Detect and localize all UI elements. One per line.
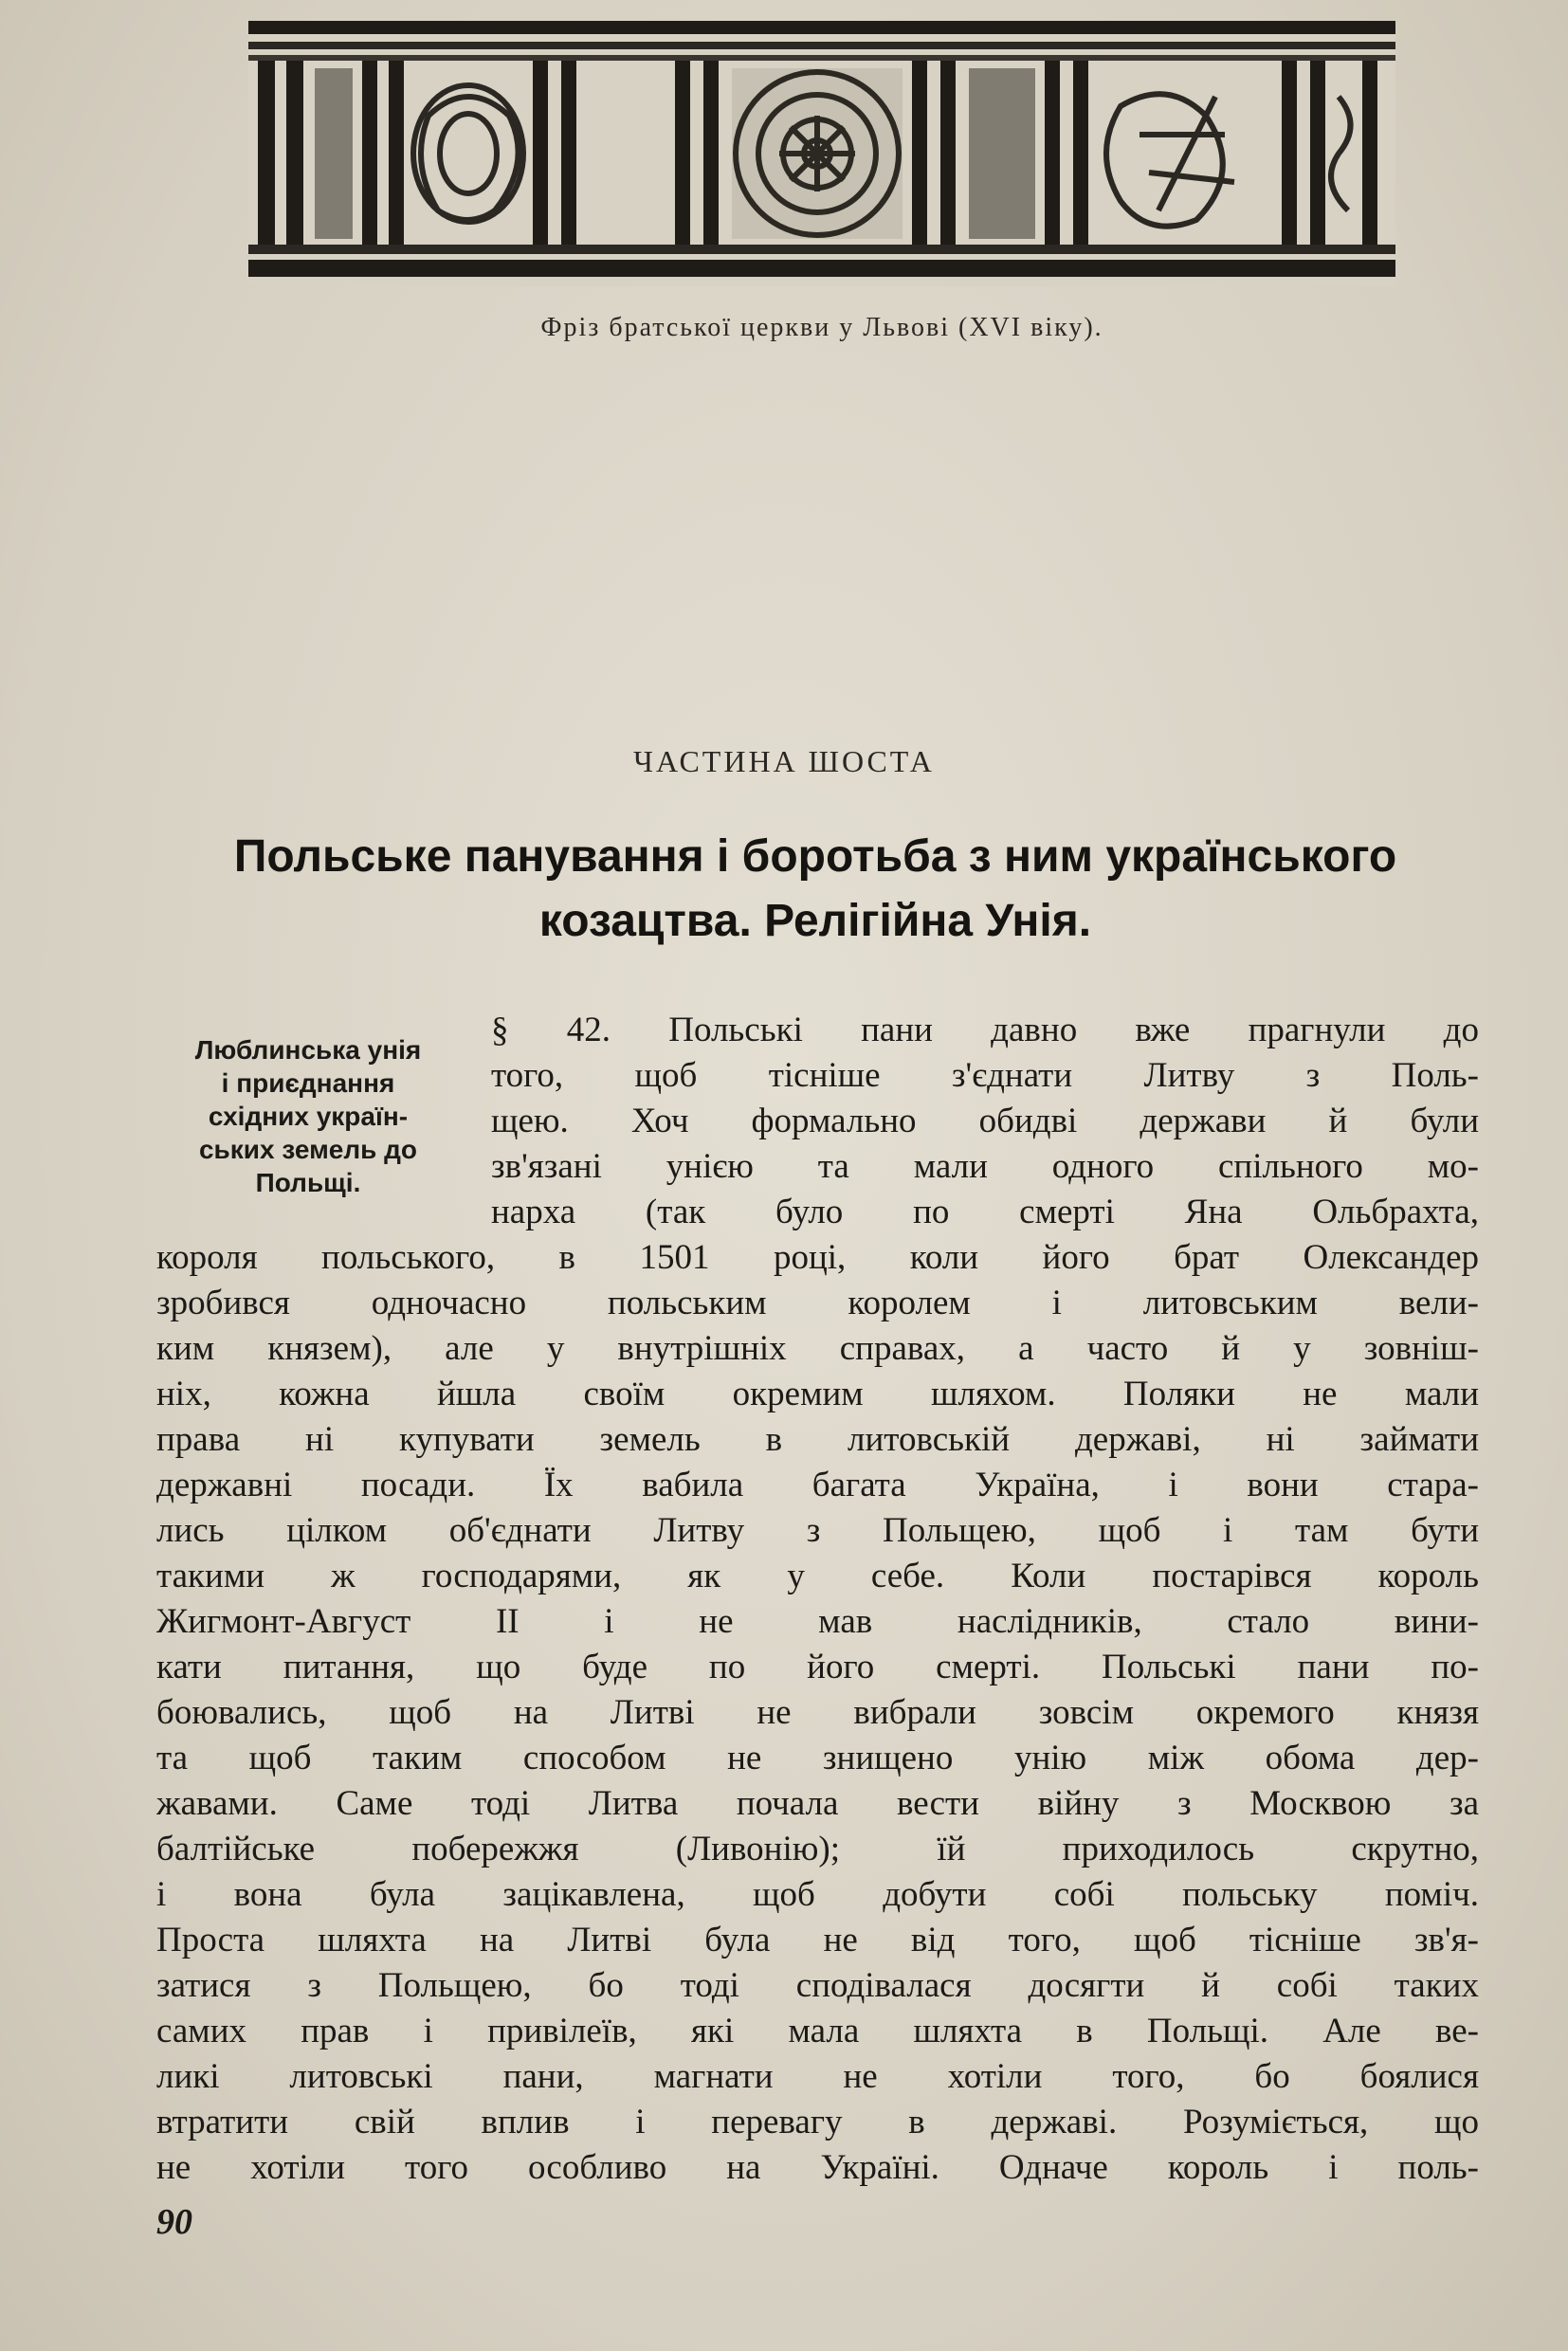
- chapter-title-line-2: козацтва. Релігійна Унія.: [538, 896, 1092, 946]
- body-line: кати питання, що буде по його смерті. Польські пани по-: [156, 1648, 1479, 1686]
- body-line: і вона була зацікавлена, щоб добути собі польську поміч.: [156, 1875, 1479, 1914]
- frieze-caption: Фріз братської церкви у Львові (XVI віку).: [540, 313, 1103, 342]
- page-number: 90: [156, 2202, 192, 2242]
- body-line: щею. Хоч формально обидві держави й були: [491, 1102, 1479, 1140]
- body-line: боювались, щоб на Литві не вибрали зовсім окремого князя: [156, 1693, 1479, 1732]
- sidenote-line: Польщі.: [255, 1168, 361, 1197]
- body-line: самих прав і привілеїв, які мала шляхта в Польщі. Але ве-: [156, 2012, 1479, 2050]
- body-line: Жигмонт-Август II і не мав наслідників, стало вини-: [156, 1602, 1479, 1641]
- body-line: та щоб таким способом не знищено унію між обома дер-: [156, 1739, 1479, 1777]
- body-line: затися з Польщею, бо тоді сподівалася досягти й собі таких: [156, 1966, 1479, 2005]
- sidenote-line: ських земель до: [198, 1135, 418, 1164]
- body-line: зв'язані унією та мали одного спільного мо-: [491, 1147, 1479, 1186]
- body-line: короля польського, в 1501 році, коли його брат Олександер: [156, 1238, 1479, 1277]
- body-line: § 42. Польські пани давно вже прагнули до: [491, 1011, 1479, 1049]
- body-line: ликі литовські пани, магнати не хотіли того, бо боялися: [156, 2057, 1479, 2096]
- body-line: такими ж господарями, як у себе. Коли постарівся король: [156, 1557, 1479, 1595]
- body-line: ким князем), але у внутрішніх справах, а часто й у зовніш-: [156, 1329, 1479, 1368]
- sidenote-line: східних україн-: [208, 1102, 409, 1131]
- body-line: Проста шляхта на Литві була не від того, щоб тісніше зв'я-: [156, 1921, 1479, 1959]
- body-line: балтійське побережжя (Ливонію); їй приходилось скрутно,: [156, 1830, 1479, 1868]
- body-line: лись цілком об'єднати Литву з Польщею, щоб і там бути: [156, 1511, 1479, 1550]
- part-label: ЧАСТИНА ШОСТА: [633, 744, 935, 778]
- body-line: не хотіли того особливо на Україні. Одначе король і поль-: [156, 2148, 1479, 2187]
- body-line: нарха (так було по смерті Яна Ольбрахта,: [491, 1193, 1479, 1231]
- body-line: права ні купувати земель в литовській державі, ні займати: [156, 1420, 1479, 1459]
- sidenote-line: Люблинська унія: [194, 1035, 422, 1065]
- body-line: втратити свій вплив і перевагу в державі. Розуміється, що: [156, 2103, 1479, 2141]
- chapter-title-line-1: Польське панування і боротьба з ним українського: [233, 831, 1397, 882]
- body-line: того, щоб тісніше з'єднати Литву з Поль-: [491, 1056, 1479, 1095]
- body-line: жавами. Саме тоді Литва почала вести війну з Москвою за: [156, 1784, 1479, 1823]
- body-line: державні посади. Їх вабила багата Україна, і вони стара-: [156, 1466, 1479, 1504]
- body-line: зробився одночасно польським королем і литовським вели-: [156, 1284, 1479, 1322]
- sidenote-line: і приєднання: [221, 1068, 395, 1098]
- body-line: ніх, кожна йшла своїм окремим шляхом. Поляки не мали: [156, 1375, 1479, 1413]
